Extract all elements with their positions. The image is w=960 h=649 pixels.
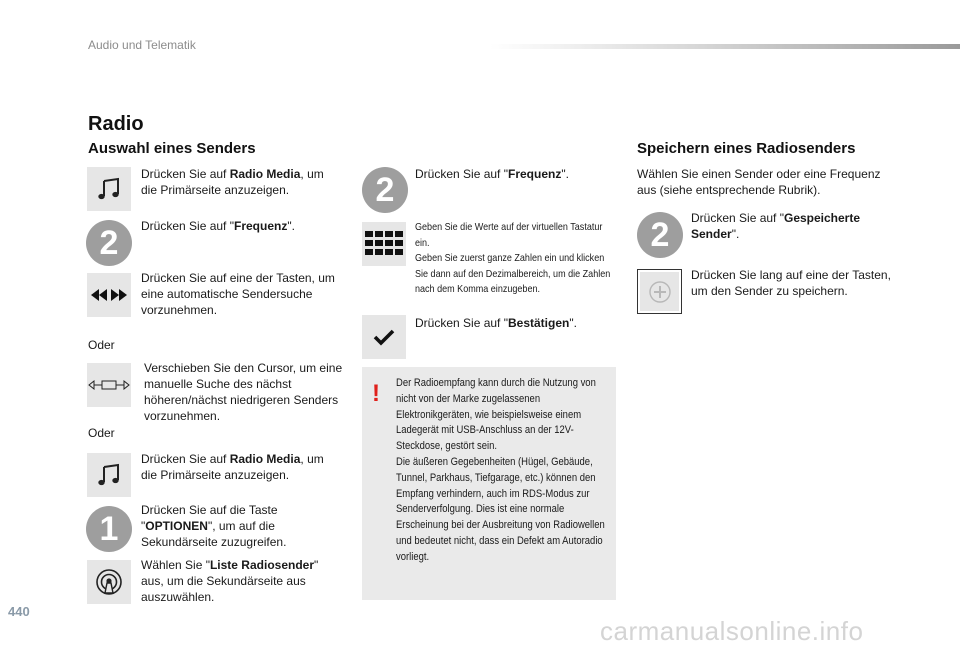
running-header: Audio und Telematik xyxy=(88,38,196,52)
step-long-press: Drücken Sie lang auf eine der Tasten, um den Sender zu speichern. xyxy=(691,268,891,298)
step-auto-search: Drücken Sie auf eine der Tasten, um eine automatische Sendersuche vorzunehmen. xyxy=(141,271,335,317)
section-title-select-station: Auswahl eines Senders xyxy=(88,140,256,157)
warning-exclamation-icon: ! xyxy=(372,380,380,407)
warning-text: Der Radioempfang kann durch die Nutzung von nicht von der Marke zugelassenen Elektronikgeräten, wie beispielsweise einem Ladegerät mit USB-Anschluss an der 12V-Steckdose, gestört sein. Die äußeren Gegebenheiten (Hügel, Gebäude, Tunnel, Parkhaus, Tiefgarage, etc.) können den Empfang verhindern, auch im RDS-Modus zur Senderverfolgung. Dies ist eine normale Erscheinung bei der Ausbreitung von Radiowellen und bedeutet nicht, dass ein Defekt am Autoradio vorliegt. xyxy=(396,377,605,563)
radio-broadcast-icon xyxy=(87,560,131,604)
music-note-icon xyxy=(87,167,131,211)
watermark: carmanualsonline.info xyxy=(600,616,864,646)
section-title-save-station: Speichern eines Radiosenders xyxy=(637,140,856,157)
step-manual-search: Verschieben Sie den Cursor, um eine manuelle Suche des nächst höheren/nächst niedrigeren Senders vorzunehmen. xyxy=(144,361,343,423)
step-number-badge: 2 xyxy=(86,220,132,266)
keypad-icon xyxy=(362,222,406,266)
step-number-badge: 2 xyxy=(637,212,683,258)
step-frequenz: Drücken Sie auf "Frequenz". xyxy=(141,219,295,233)
step-radio-media: Drücken Sie auf Radio Media, um die Primärseite anzuzeigen. xyxy=(141,167,324,197)
seek-arrows-icon xyxy=(87,273,131,317)
step-radio-media-2: Drücken Sie auf Radio Media, um die Primärseite anzuzeigen. xyxy=(141,452,324,482)
step-liste-radiosender: Wählen Sie "Liste Radiosender" aus, um die Sekundärseite aus auszuwählen. xyxy=(141,558,319,604)
save-intro: Wählen Sie einen Sender oder eine Frequenz aus (siehe entsprechende Rubrik). xyxy=(637,167,881,197)
header-gradient-bar xyxy=(490,44,960,49)
step-bestaetigen: Drücken Sie auf "Bestätigen". xyxy=(415,316,577,330)
step-number-badge: 2 xyxy=(362,167,408,213)
checkmark-icon xyxy=(362,315,406,359)
keypad-instructions: Geben Sie die Werte auf der virtuellen Tastatur ein. Geben Sie zuerst ganze Zahlen ein und klicken Sie dann auf den Dezimalbereich, um die Zahlen nach dem Komma einzugeben. xyxy=(415,221,611,295)
slider-cursor-icon xyxy=(87,363,131,407)
oder-label: Oder xyxy=(88,338,115,352)
add-preset-icon xyxy=(637,269,682,314)
step-number-badge: 1 xyxy=(86,506,132,552)
oder-label: Oder xyxy=(88,426,115,440)
page-number: 440 xyxy=(8,604,30,619)
step-gespeicherte-sender: Drücken Sie auf "Gespeicherte Sender". xyxy=(691,211,861,241)
step-frequenz-middle: Drücken Sie auf "Frequenz". xyxy=(415,167,569,181)
music-note-icon xyxy=(87,453,131,497)
step-optionen: Drücken Sie auf die Taste "OPTIONEN", um auf die Sekundärseite zuzugreifen. xyxy=(141,503,287,549)
page-heading: Radio xyxy=(88,113,144,135)
